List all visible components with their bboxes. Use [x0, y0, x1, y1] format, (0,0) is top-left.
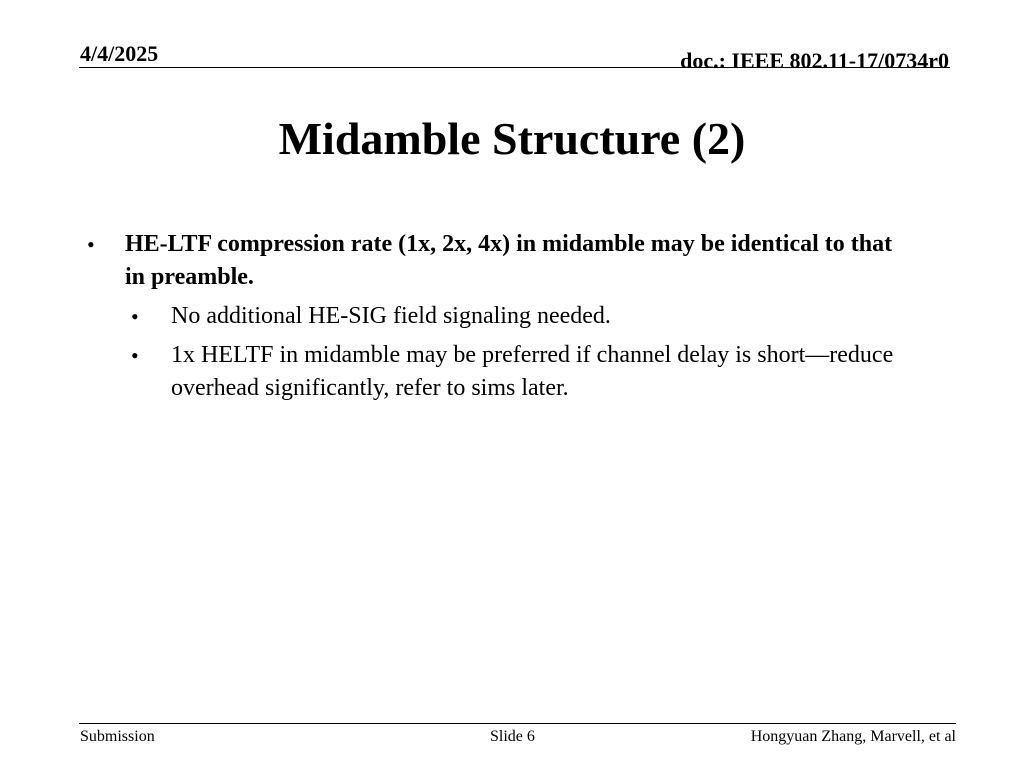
bullet-level2 — [87, 339, 907, 405]
slide-title: Midamble Structure (2) — [278, 113, 746, 164]
bullet-level2 — [87, 300, 907, 333]
bullet-dot-icon: • — [87, 232, 95, 257]
bullet-text: No additional HE-SIG field signaling needed. — [171, 303, 611, 329]
header-doc-id: doc.: IEEE 802.11-17/0734r0 — [680, 48, 949, 73]
slide-body — [87, 228, 907, 405]
bullet-dot-icon: • — [131, 343, 139, 368]
header-divider — [79, 67, 950, 68]
bullet-dot-icon: • — [131, 304, 139, 329]
footer-divider — [79, 723, 956, 724]
footer-submission: Submission — [80, 728, 155, 745]
footer-authors: Hongyuan Zhang, Marvell, et al — [750, 728, 956, 745]
footer-slide-number: Slide 6 — [490, 728, 535, 745]
header-date: 4/4/2025 — [80, 41, 159, 66]
bullet-level1 — [87, 228, 907, 294]
bullet-text: HE-LTF compression rate (1x, 2x, 4x) in midamble may be identical to that in preamble. — [125, 231, 893, 290]
bullet-text: 1x HELTF in midamble may be preferred if channel delay is short—reduce overhead significantly, refer to sims later. — [171, 342, 894, 401]
